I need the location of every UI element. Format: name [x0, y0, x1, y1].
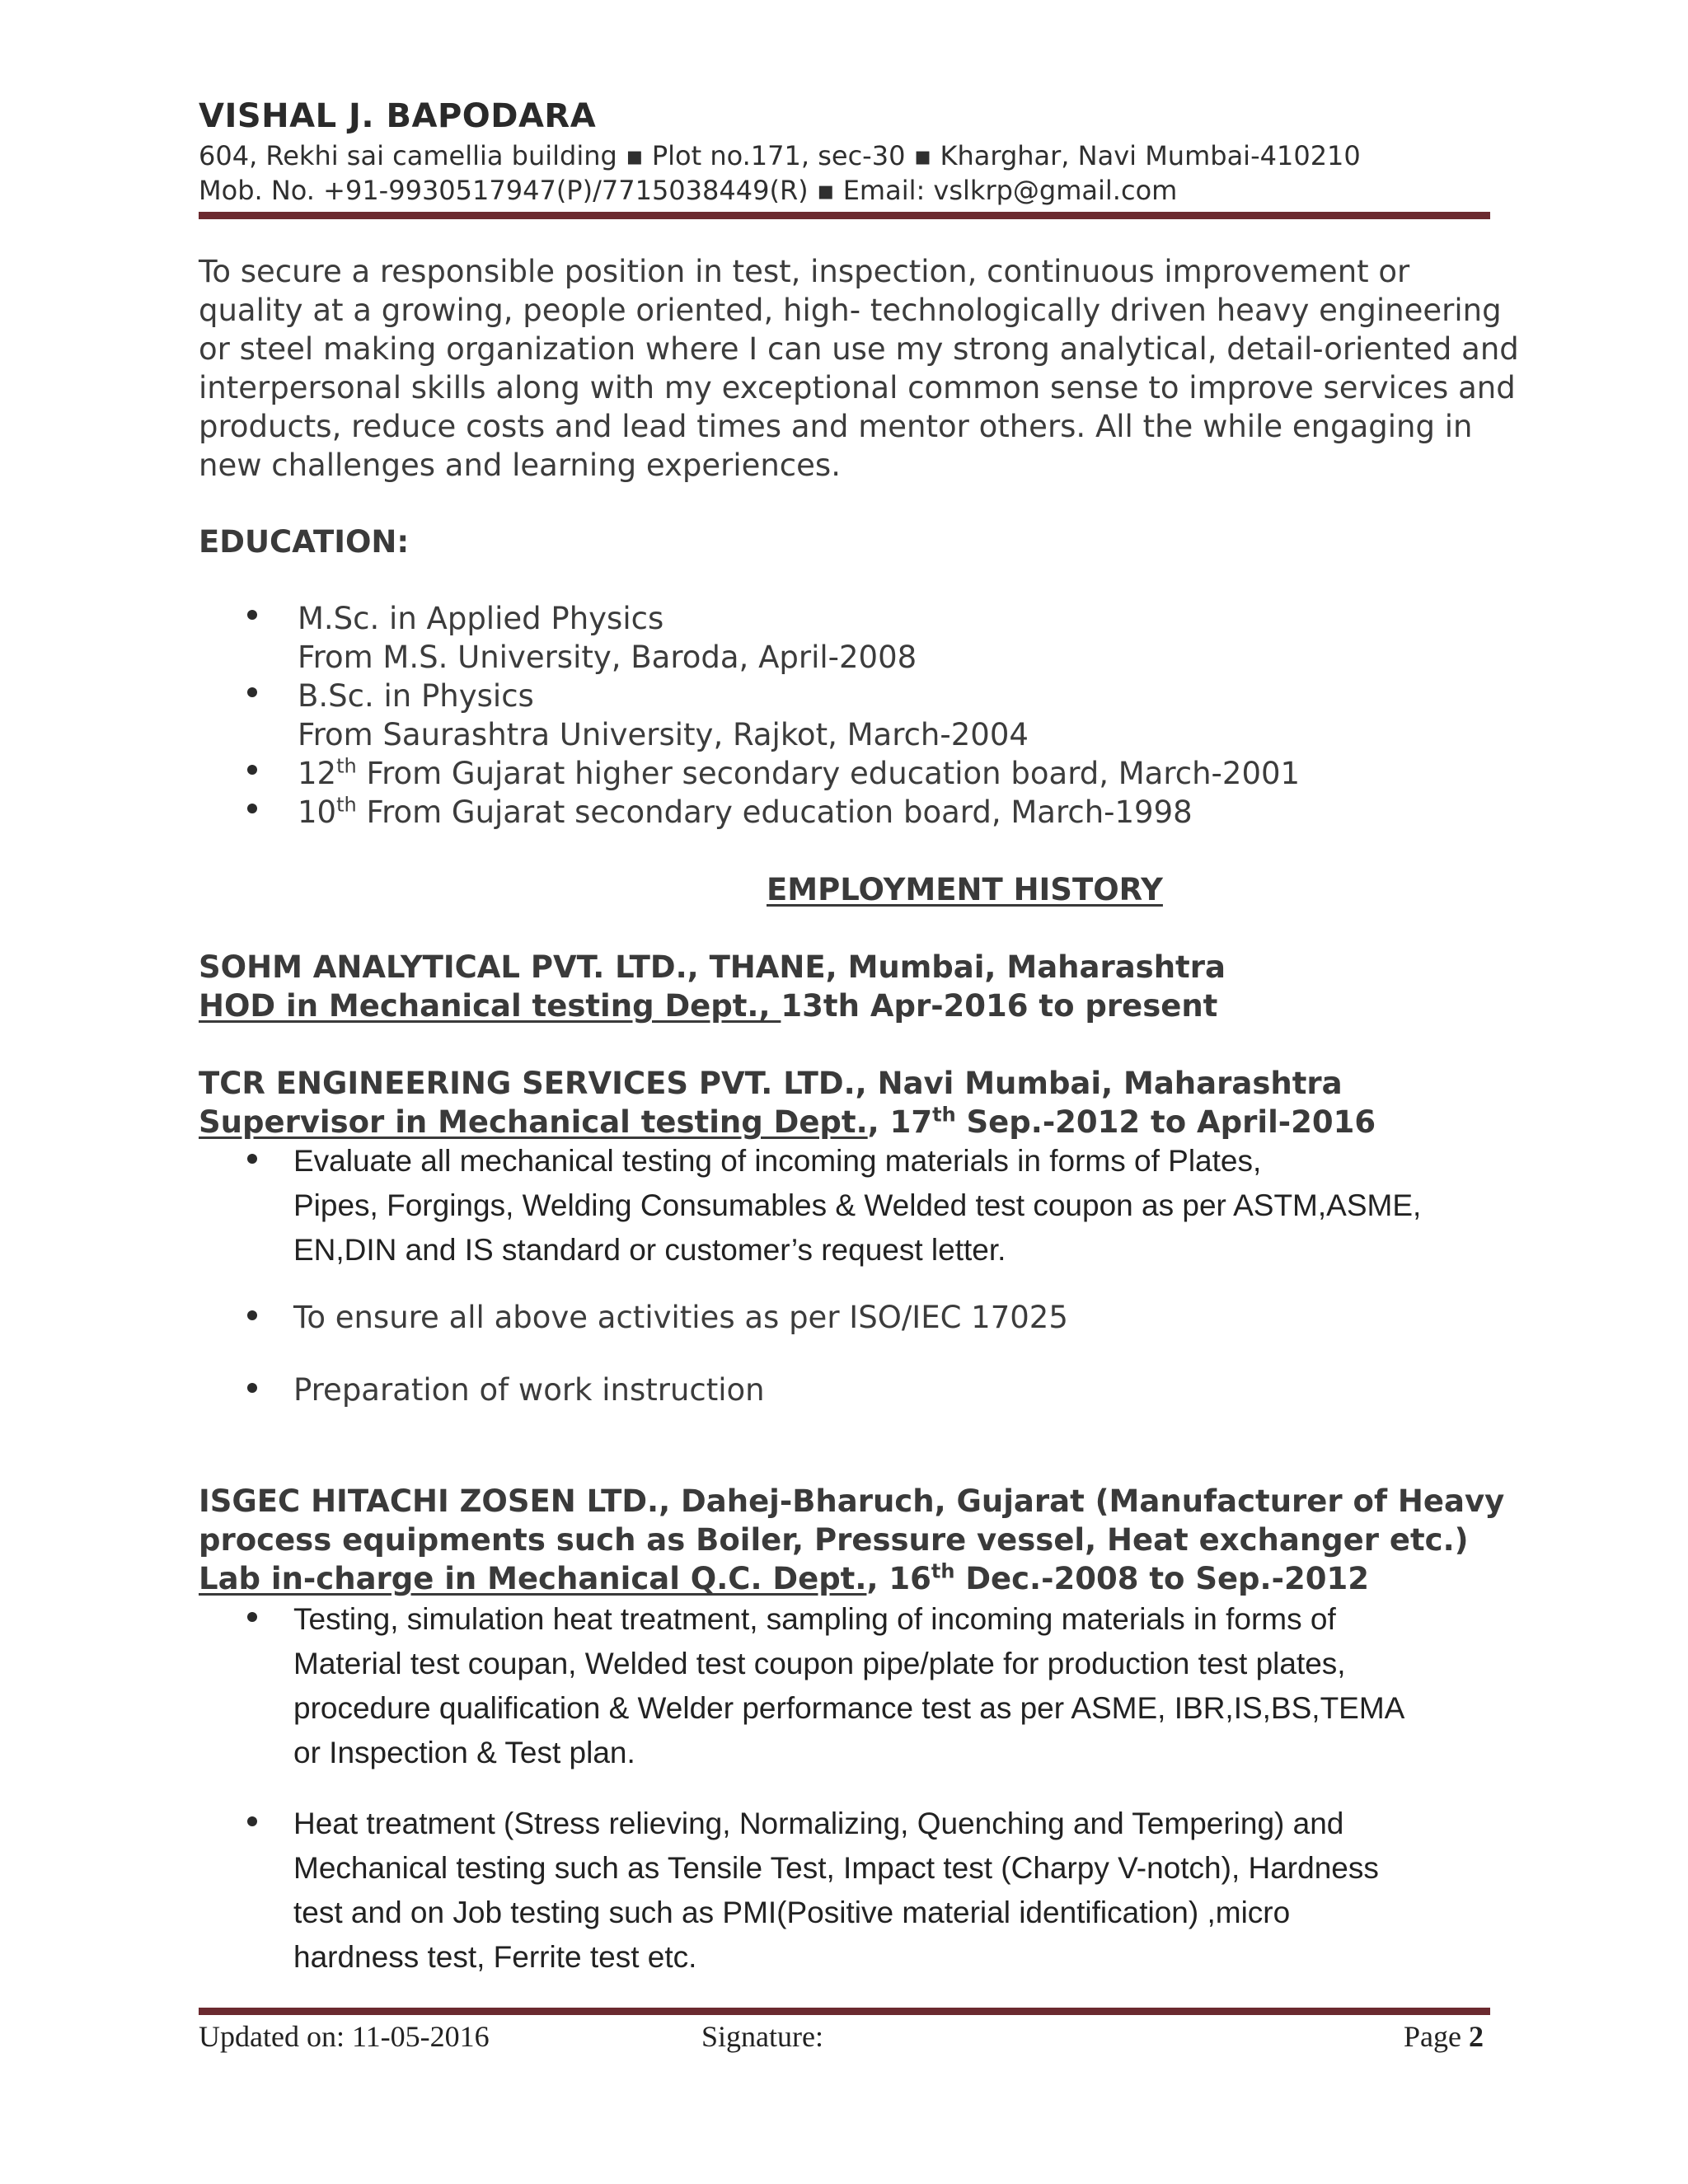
- duty-line: Material test coupan, Welded test coupon pipe/plate for production test plates,: [293, 1647, 1346, 1680]
- duty-line: or Inspection & Test plan.: [293, 1736, 635, 1769]
- job-title: HOD in Mechanical testing Dept., 13th Apr-2016 to present: [199, 988, 1218, 1024]
- footer-divider: [199, 2008, 1490, 2015]
- duty-line: procedure qualification & Welder performance test as per ASME, IBR,IS,BS,TEMA: [293, 1691, 1405, 1725]
- bullet-icon: [247, 1383, 257, 1393]
- bullet-icon: [247, 687, 257, 697]
- career-objective: [199, 252, 1519, 485]
- job-title: Lab in-charge in Mechanical Q.C. Dept., 16th Dec.-2008 to Sep.-2012: [199, 1559, 1369, 1596]
- objective-line: or steel making organization where I can use my strong analytical, detail-oriented and: [199, 331, 1519, 367]
- education-institution: From M.S. University, Baroda, April-2008: [298, 640, 917, 675]
- bullet-icon: [247, 1310, 257, 1320]
- duty-line: Mechanical testing such as Tensile Test, Impact test (Charpy V-notch), Hardness: [293, 1851, 1379, 1885]
- education-heading: EDUCATION:: [199, 524, 410, 560]
- duty-line: Heat treatment (Stress relieving, Normalizing, Quenching and Tempering) and: [293, 1807, 1344, 1840]
- candidate-name: VISHAL J. BAPODARA: [199, 97, 597, 135]
- header-divider: [199, 212, 1490, 219]
- education-degree: B.Sc. in Physics: [298, 678, 534, 714]
- bullet-icon: [247, 1612, 257, 1622]
- job-duty: Preparation of work instruction: [293, 1372, 765, 1408]
- duty-line: hardness test, Ferrite test etc.: [293, 1940, 697, 1974]
- education-item: 12th From Gujarat higher secondary education board, March-2001: [298, 754, 1301, 791]
- duty-line: Evaluate all mechanical testing of incoming materials in forms of Plates,: [293, 1144, 1262, 1178]
- education-item: 10th From Gujarat secondary education board, March-1998: [298, 793, 1193, 830]
- duty-line: EN,DIN and IS standard or customer’s request letter.: [293, 1233, 1006, 1267]
- objective-line: products, reduce costs and lead times and mentor others. All the while engaging in: [199, 409, 1473, 444]
- employment-heading: EMPLOYMENT HISTORY: [767, 872, 1163, 907]
- page-number: Page 2: [1404, 2020, 1484, 2053]
- company-name: TCR ENGINEERING SERVICES PVT. LTD., Navi Mumbai, Maharashtra: [199, 1066, 1343, 1101]
- education-degree: M.Sc. in Applied Physics: [298, 601, 664, 636]
- objective-line: quality at a growing, people oriented, high- technologically driven heavy engineering: [199, 293, 1502, 328]
- job-duty: To ensure all above activities as per ISO/IEC 17025: [293, 1300, 1068, 1335]
- bullet-icon: [247, 1154, 257, 1164]
- company-name: SOHM ANALYTICAL PVT. LTD., THANE, Mumbai, Maharashtra: [199, 949, 1226, 985]
- company-name: ISGEC HITACHI ZOSEN LTD., Dahej-Bharuch, Gujarat (Manufacturer of Heavy: [199, 1483, 1505, 1519]
- bullet-icon: [247, 765, 257, 775]
- bullet-icon: [247, 1816, 257, 1826]
- address-line: 604, Rekhi sai camellia building ▪ Plot no.171, sec-30 ▪ Kharghar, Navi Mumbai-410210: [199, 140, 1361, 171]
- objective-line: To secure a responsible position in test, inspection, continuous improvement or: [199, 254, 1410, 289]
- job-title: Supervisor in Mechanical testing Dept., 17th Sep.-2012 to April-2016: [199, 1103, 1376, 1140]
- education-institution: From Saurashtra University, Rajkot, March-2004: [298, 717, 1029, 752]
- duty-line: test and on Job testing such as PMI(Positive material identification) ,micro: [293, 1896, 1291, 1929]
- job-duty: [293, 1139, 1421, 1272]
- bullet-icon: [247, 804, 257, 813]
- contact-line: Mob. No. +91-9930517947(P)/7715038449(R) ▪ Email: vslkrp@gmail.com: [199, 175, 1178, 206]
- signature-label: Signature:: [701, 2020, 823, 2053]
- duty-line: Testing, simulation heat treatment, sampling of incoming materials in forms of: [293, 1602, 1336, 1636]
- bullet-icon: [247, 610, 257, 620]
- objective-line: new challenges and learning experiences.: [199, 448, 841, 483]
- job-duty: [293, 1597, 1404, 1775]
- duty-line: Pipes, Forgings, Welding Consumables & Welded test coupon as per ASTM,ASME,: [293, 1188, 1422, 1222]
- objective-line: interpersonal skills along with my exceptional common sense to improve services and: [199, 370, 1516, 405]
- updated-date: Updated on: 11-05-2016: [199, 2020, 490, 2053]
- job-duty: [293, 1802, 1379, 1980]
- company-description: process equipments such as Boiler, Pressure vessel, Heat exchanger etc.): [199, 1522, 1469, 1558]
